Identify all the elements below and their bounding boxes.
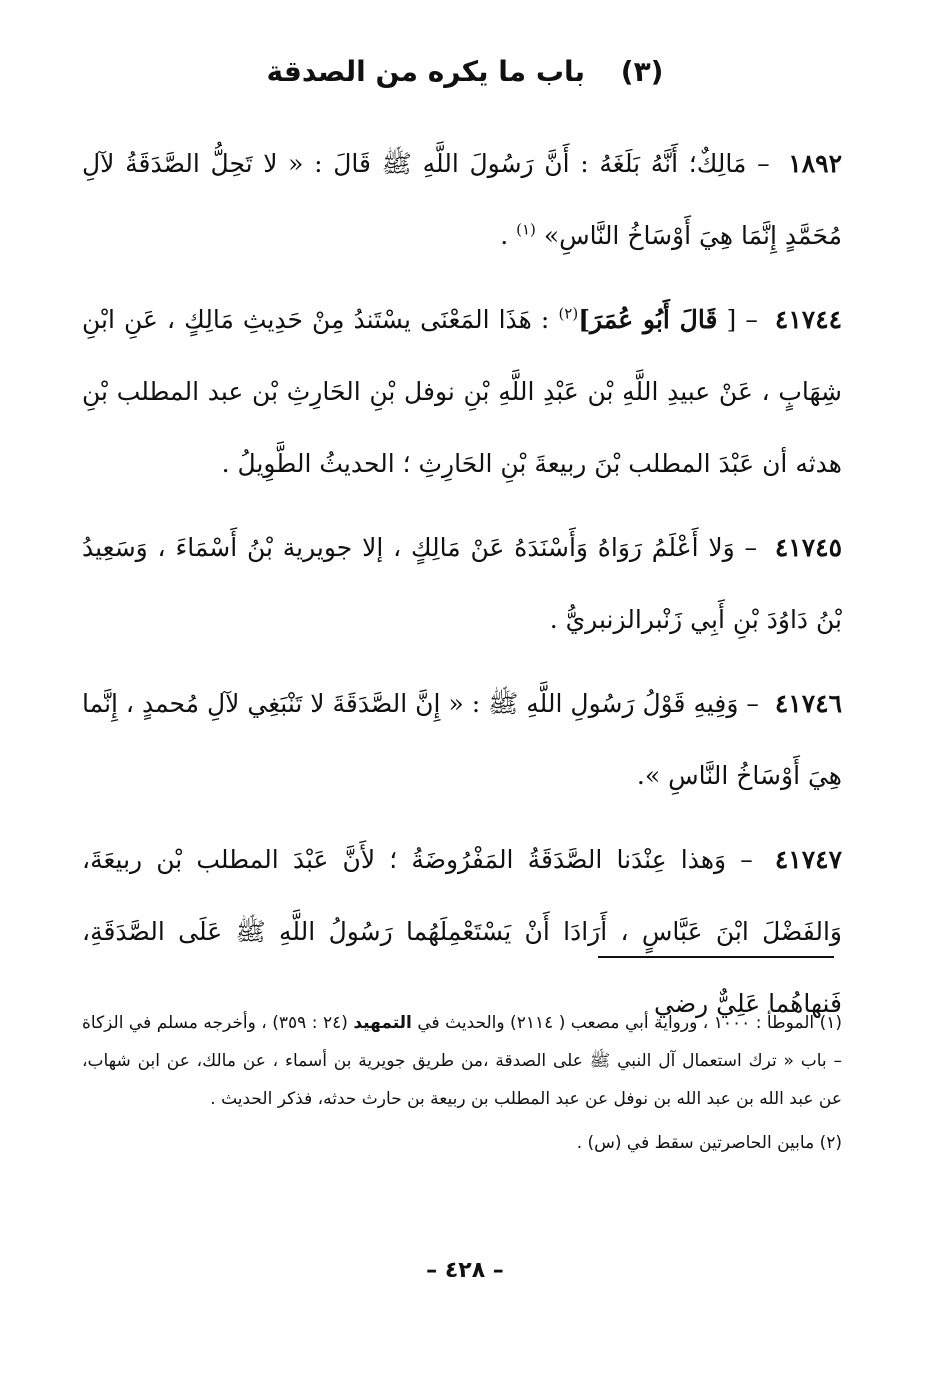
paragraph-opening: – [ [726,305,758,334]
footnote-ref: (٢) [558,304,579,323]
chapter-number: (٣) [620,55,664,88]
footnotes [82,1004,842,1168]
commentary-paragraph [82,284,842,500]
footnote [82,1004,842,1118]
footnote-text: (٢) مابين الحاصرتين سقط في (س) . [576,1133,842,1153]
commentary-paragraph [82,668,842,812]
page-number: – ٤٢٨ – [426,1258,504,1283]
footnote-book-title: التمهيد [353,1013,412,1033]
paragraph-number: ١٨٩٢ [788,149,842,178]
paragraph-number: ٤١٧٤٧ [774,845,842,874]
paragraph-tail: . [500,221,509,250]
footnote-text: (١) الموطأ : ١٠٠٠ ، ورواية أبي مصعب ( ٢١١٤) والحديث في [417,1013,843,1033]
paragraph-text: – وَهذا عِنْدَنا الصَّدَقَةُ المَفْرُوضَةُ ؛ لأَنَّ عَبْدَ المطلب بْن ربيعَةَ، وَالفَضْلَ ابْنَ عَبَّاسٍ ، أَرَادَا أَنْ يَسْتَعْمِلَهُما رَسُولُ اللَّهِ ﷺ عَلَى الصَّدَقَةِ، فَنهاهُما عَلِيٌّ رضي [82,845,842,1018]
footnote-separator [598,956,834,958]
paragraph-text: : هَذَا المَعْنَى يسْتَندُ مِنْ حَدِيثِ مَالِكٍ ، عَنِ ابْنِ شِهَابٍ ، عَنْ عبيدِ اللَّهِ بْن عَبْدِ اللَّهِ بْنِ نوفل بْنِ الحَارِثِ بْن عبد المطلب بْنِ هدثه أن عَبْدَ المطلب بْنَ ربيعةَ بْنِ الحَارِثِ ؛ الحديثُ الطَّوِيلُ . [82,305,842,478]
commentary-paragraph [82,512,842,656]
paragraph-number: ٤١٧٤٥ [774,533,842,562]
paragraph-number: ٤١٧٤٦ [774,689,842,718]
paragraph-text: – وَفِيهِ قَوْلُ رَسُولِ اللَّهِ ﷺ : « إِنَّ الصَّدَقَةَ لا تَنْبَغِي لآلِ مُحمدٍ ، إِنَّما هِيَ أَوْسَاخُ النَّاسِ ». [82,689,842,790]
chapter-title: باب ما يكره من الصدقة [266,55,586,88]
footnote-text: (٢٤ : ٣٥٩) ، وأخرجه مسلم في الزكاة – باب « ترك استعمال آل النبي ﷺ على الصدقة ،من طريق جويرية بن أسماء ، عن مالك، عن ابن شهاب، عن عبد الله بن عبد الله بن نوفل عن عبد المطلب بن ربيعة بن حارث حدثه، فذكر الحديث . [82,1013,842,1109]
chapter-heading [0,48,930,96]
paragraph-text: – مَالِكٌ؛ أَنَّهُ بَلَغَهُ : أَنَّ رَسُولَ اللَّهِ ﷺ قَالَ : « لا تَحِلُّ الصَّدَقَةُ لآلِ مُحَمَّدٍ إِنَّمَا هِيَ أَوْسَاخُ النَّاسِ» [82,149,842,250]
hadith-paragraph [82,128,842,272]
main-text [82,128,842,1052]
paragraph-number: ٤١٧٤٤ [774,305,843,334]
paragraph-text: – وَلا أَعْلَمُ رَوَاهُ وَأَسْنَدَهُ عَنْ مَالِكٍ ، إلا جويرية بْنُ أَسْمَاءَ ، وَسَعِيدُ بْنُ دَاوُدَ بْنِ أَبِي زَنْبرالزنبريُّ . [82,533,842,634]
paragraph-lead: قَالَ أَبُو عُمَرَ] [578,305,718,334]
footnote [82,1124,842,1162]
footnote-ref: (١) [516,220,536,239]
